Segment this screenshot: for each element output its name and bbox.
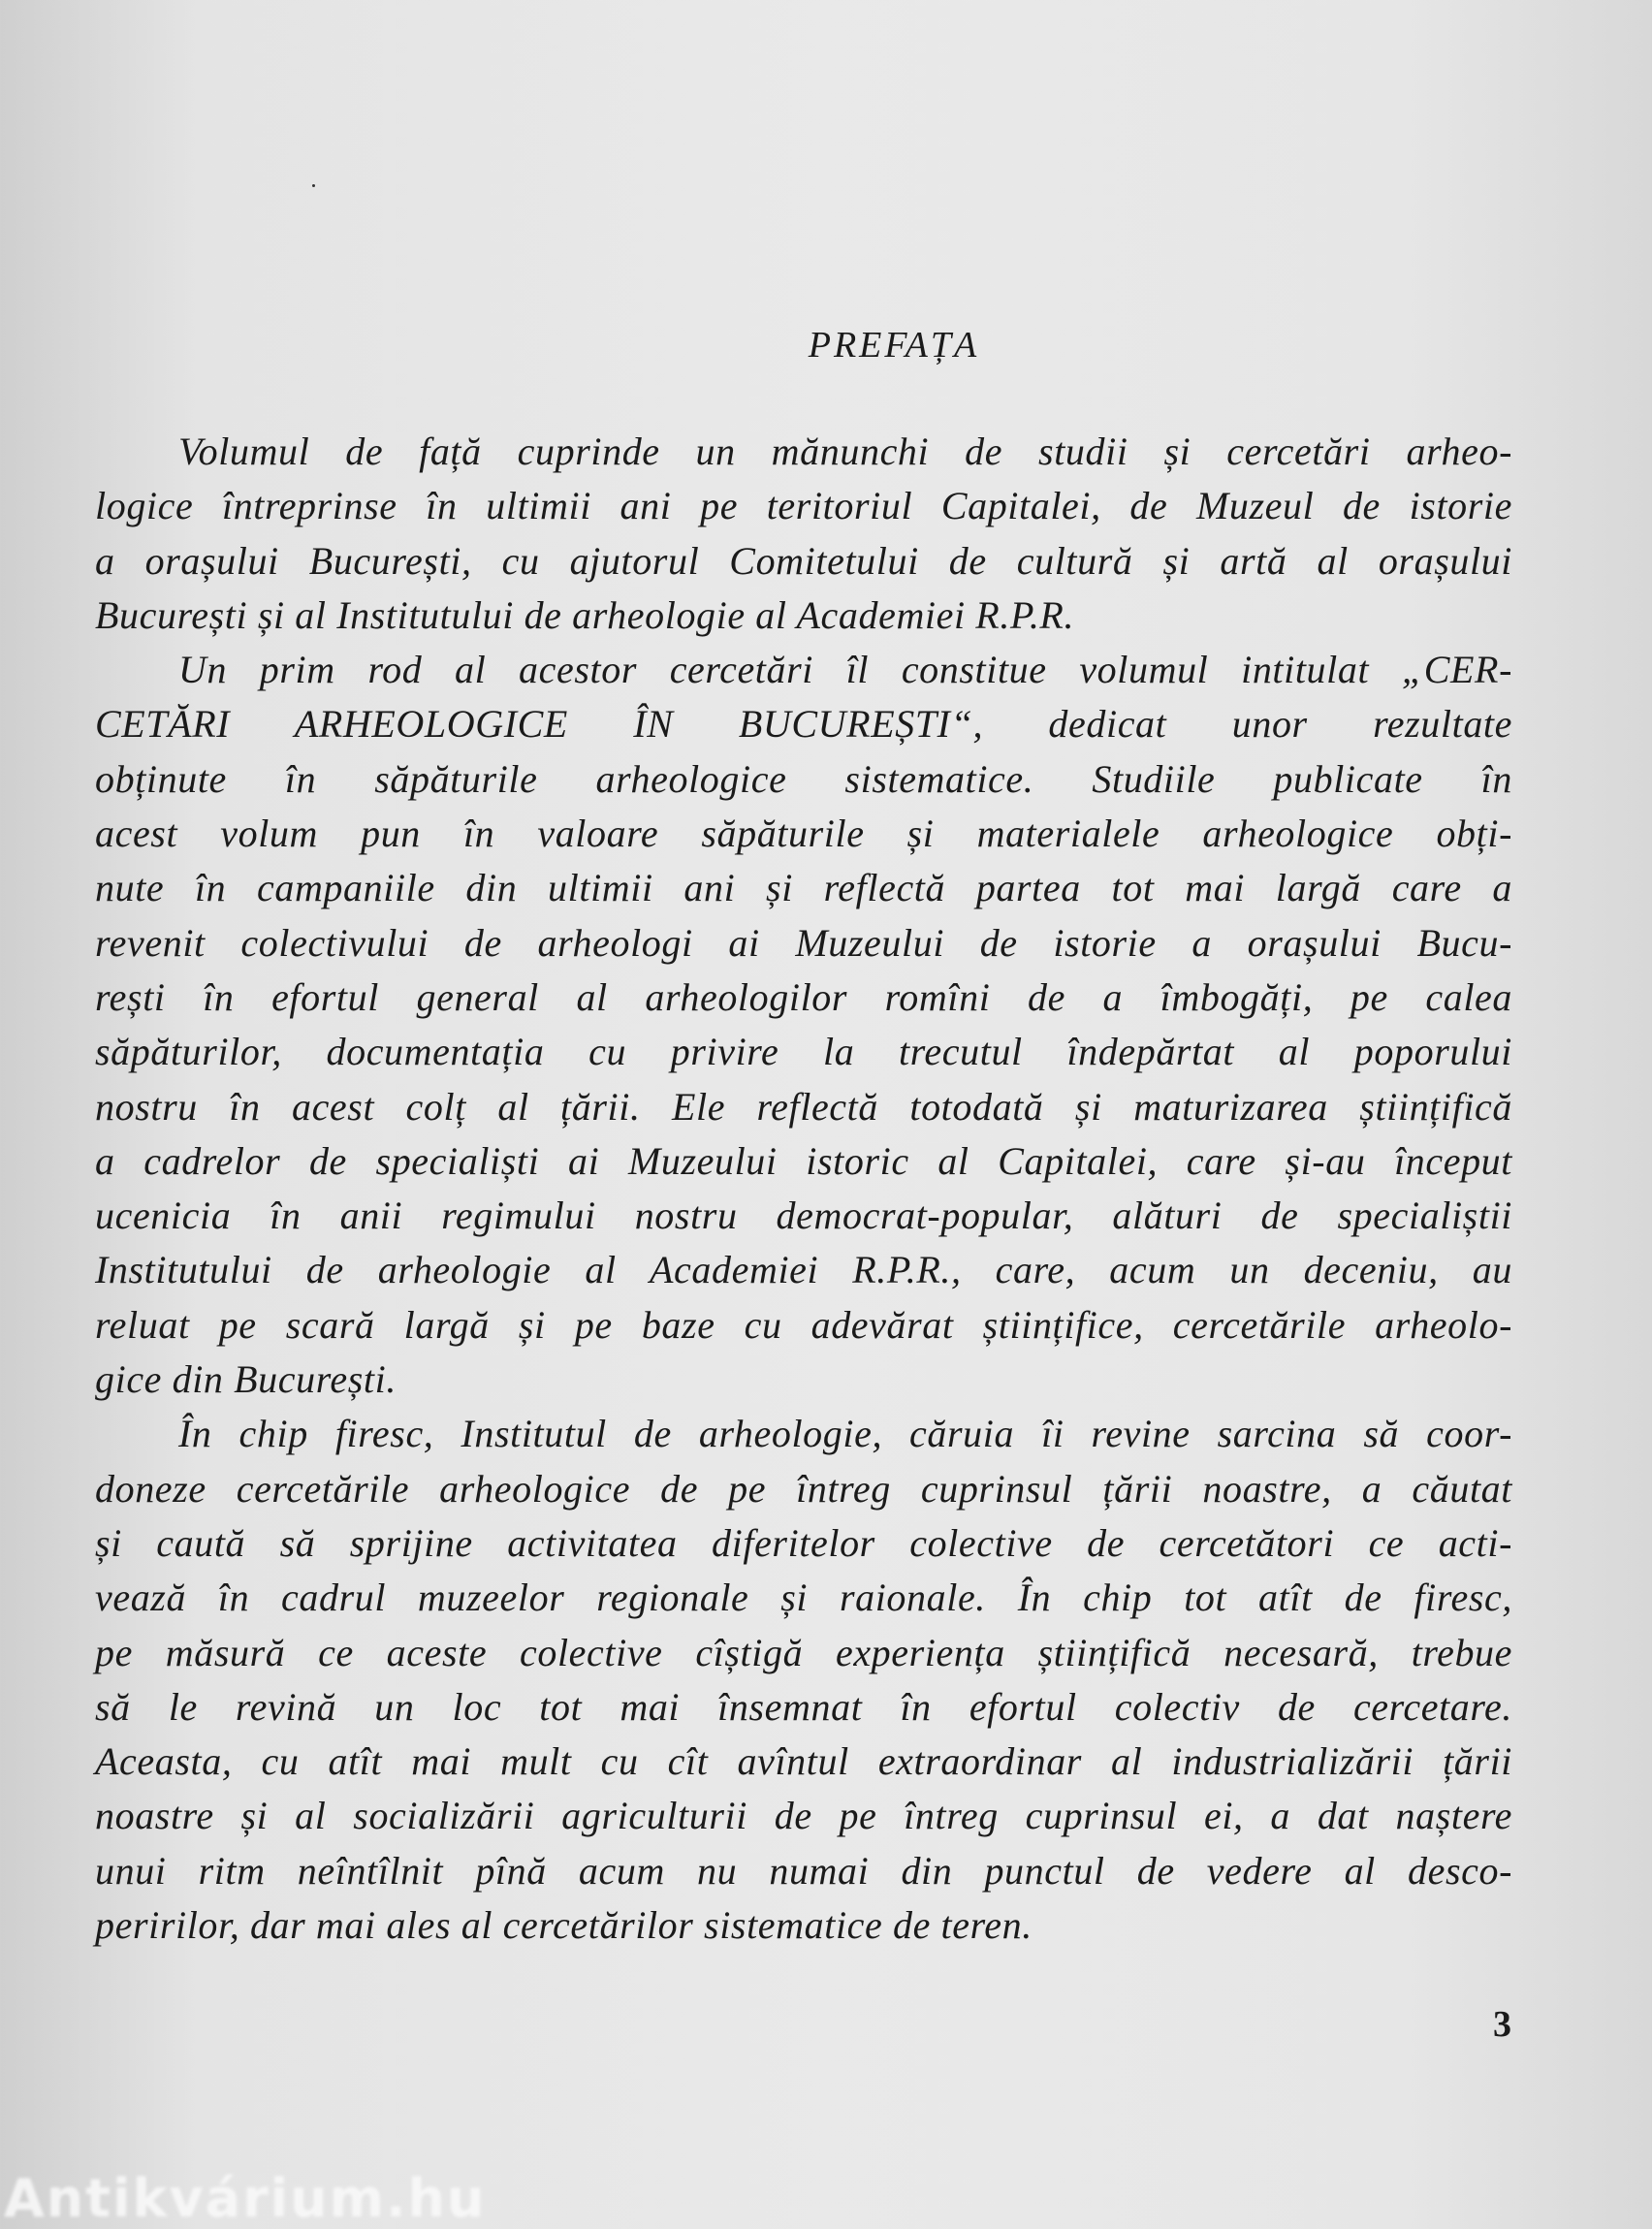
text-line: vează în cadrul muzeelor regionale și raionale. În chip tot atît de firesc,: [95, 1576, 1512, 1620]
text-line: Aceasta, cu atît mai mult cu cît avîntul extraordinar al industrializării țării: [95, 1739, 1512, 1784]
paragraph: [95, 1407, 1512, 1953]
text-line: doneze cercetările arheologice de pe întreg cuprinsul țării noastre, a căutat: [95, 1466, 1512, 1511]
page-number: 3: [1493, 2004, 1511, 2045]
text-line: săpăturilor, documentația cu privire la trecutul îndepărtat al poporului: [95, 1030, 1512, 1074]
text-line: obținute în săpăturile arheologice sistematice. Studiile publicate în: [95, 756, 1512, 801]
preface-body: [95, 425, 1512, 1953]
paper-speck: [312, 184, 315, 187]
text-line: a cadrelor de specialiști ai Muzeului istoric al Capitalei, care și-au început: [95, 1138, 1512, 1183]
text-line: a orașului București, cu ajutorul Comitetului de cultură și artă al orașului: [95, 538, 1512, 583]
text-line: noastre și al socializării agriculturii de pe întreg cuprinsul ei, a dat naștere: [95, 1794, 1512, 1838]
text-line: București și al Institutului de arheologie al Academiei R.P.R.: [95, 592, 1075, 637]
text-line: rești în efortul general al arheologilor romîni de a îmbogăți, pe calea: [95, 974, 1512, 1019]
text-line: reluat pe scară largă și pe baze cu adevărat științifice, cercetările arheolo-: [95, 1302, 1512, 1347]
text-line: nute în campaniile din ultimii ani și reflectă partea tot mai largă care a: [95, 866, 1512, 910]
paragraph: [95, 425, 1512, 643]
paragraph: [95, 643, 1512, 1407]
text-line: Un prim rod al acestor cercetări îl constitue volumul intitulat „CER-: [178, 648, 1512, 692]
text-line: pe măsură ce aceste colective cîștigă experiența științifică necesară, trebue: [95, 1630, 1512, 1674]
text-line: Volumul de față cuprinde un mănunchi de studii și cercetări arheo-: [178, 430, 1512, 473]
text-line: să le revină un loc tot mai însemnat în efortul colectiv de cercetare.: [95, 1684, 1512, 1729]
text-line: Institutului de arheologie al Academiei R.P.R., care, acum un deceniu, au: [95, 1248, 1512, 1292]
text-line: gice din București.: [95, 1357, 397, 1402]
text-line: În chip firesc, Institutul de arheologie, căruia îi revine sarcina să coor-: [178, 1412, 1512, 1456]
text-line: revenit colectivului de arheologi ai Muzeului de istorie a orașului Bucu-: [95, 920, 1512, 965]
page-title: PREFAȚA: [808, 325, 980, 366]
text-line: și caută să sprijine activitatea diferitelor colective de cercetători ce acti-: [95, 1520, 1512, 1565]
text-line: unui ritm neîntîlnit pînă acum nu numai din punctul de vedere al desco-: [95, 1848, 1512, 1893]
watermark: Antikvárium.hu: [4, 2168, 487, 2229]
text-line: peririlor, dar mai ales al cercetărilor sistematice de teren.: [95, 1903, 1032, 1948]
text-line: acest volum pun în valoare săpăturile și materialele arheologice obți-: [95, 812, 1512, 856]
text-line: logice întreprinse în ultimii ani pe teritoriul Capitalei, de Muzeul de istorie: [95, 484, 1512, 528]
text-line: CETĂRI ARHEOLOGICE ÎN BUCUREȘTI“, dedicat unor rezultate: [95, 702, 1512, 747]
text-line: ucenicia în anii regimului nostru democrat-popular, alături de specialiștii: [95, 1194, 1512, 1238]
text-line: nostru în acest colț al țării. Ele reflectă totodată și maturizarea științifică: [95, 1084, 1512, 1129]
